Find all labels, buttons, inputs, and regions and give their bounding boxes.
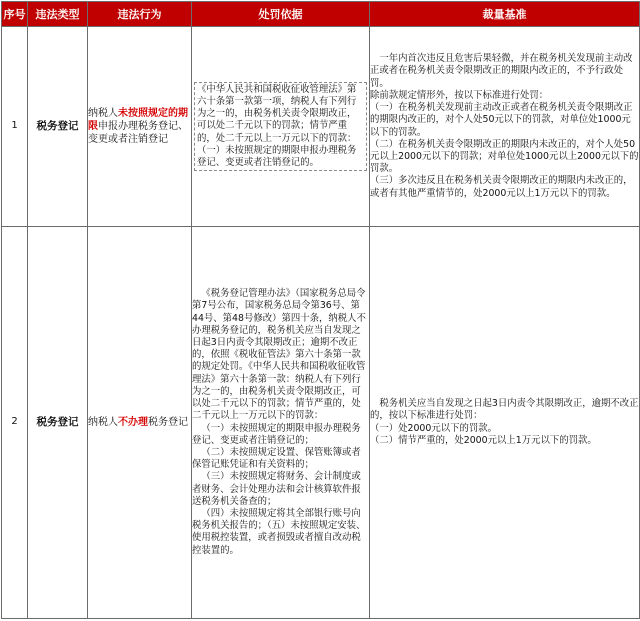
act-highlight: 未按照规定的期限 <box>88 108 188 132</box>
standard-paragraph: （二）情节严重的，处2000元以上1万元以下的罚款。 <box>370 434 597 446</box>
header-row <box>2 2 640 27</box>
row-violation-act <box>88 227 192 619</box>
standard-paragraph: 除前款规定情形外，按以下标准进行处罚： <box>370 89 549 101</box>
row-discretion-standard <box>370 227 640 619</box>
basis-paragraph: 《税务登记管理办法》（国家税务总局令第7号公布，国家税务总局令第36号、第44号、第48号修改）第四十条，纳税人不办理税务登记的，税务机关应当自发现之日起3日内责令其限期改正；逾期不改正的，依照《税收征管法》第六十条第一款的规定处罚。《中华人民共和国税收征收管理法》第六十条第一款：纳税人有下列行为之一的，由税务机关责令限期改正，可以处二千元以下的罚款；情节严重的，处二千元以上一万元以下的罚款： <box>192 288 366 422</box>
row-seq: 2 <box>2 227 28 619</box>
row-penalty-basis <box>192 227 370 619</box>
row-violation-type: 税务登记 <box>28 227 88 619</box>
row-seq: 1 <box>2 27 28 227</box>
header-penalty-basis: 处罚依据 <box>192 2 370 27</box>
row-discretion-standard <box>370 27 640 227</box>
header-discretion-standard: 裁量基准 <box>370 2 640 27</box>
table-row <box>2 27 640 227</box>
standard-paragraph: （一）在税务机关发现前主动改正或者在税务机关责令限期改正的期限内改正的，对个人处50元以下的罚款，对单位处1000元以下的罚款。 <box>370 102 633 138</box>
basis-text-box <box>194 82 367 171</box>
row-violation-act <box>88 27 192 227</box>
standard-paragraph: （一）处2000元以下的罚款。 <box>370 422 497 434</box>
table-row <box>2 227 640 619</box>
row-violation-type: 税务登记 <box>28 27 88 227</box>
header-violation-type: 违法类型 <box>28 2 88 27</box>
header-violation-act: 违法行为 <box>88 2 192 27</box>
act-suffix: 申报办理税务登记、变更或者注销登记 <box>88 121 188 145</box>
basis-text: 《中华人民共和国税收征收管理法》第六十条第一款第一项，纳税人有下列行为之一的，由税务机关责令限期改正，可以处二千元以下的罚款；情节严重的，处二千元以上一万元以下的罚款：（一）未按照规定的期限申报办理税务登记、变更或者注销登记的。 <box>197 83 357 168</box>
basis-paragraph: （一）未按照规定的期限申报办理税务登记、变更或者注销登记的； <box>192 422 361 446</box>
header-seq: 序号 <box>2 2 28 27</box>
basis-paragraph: （四）未按照规定将其全部银行账号向税务机关报告的；（五）未按照规定安装、使用税控装置，或者损毁或者擅自改动税控装置的。 <box>192 507 366 556</box>
standard-paragraph: （三）多次违反且在税务机关责令限期改正的期限内未改正的，或者有其他严重情节的，处2000元以上1万元以下的罚款。 <box>370 175 633 199</box>
standard-paragraph: （二）在税务机关责令限期改正的期限内未改正的，对个人处50元以上2000元以下的罚款；对单位处1000元以上2000元以下的罚款。 <box>370 138 639 175</box>
act-suffix: 税务登记 <box>148 417 188 428</box>
row-penalty-basis <box>192 27 370 227</box>
act-prefix: 纳税人 <box>88 417 118 428</box>
standard-paragraph: 一年内首次违反且危害后果轻微，并在税务机关发现前主动改正或者在税务机关责令限期改正的期限内改正的，不予行政处罚。 <box>370 53 633 89</box>
basis-paragraph: （三）未按照规定将财务、会计制度或者财务、会计处理办法和会计核算软件报送税务机关备查的； <box>192 471 361 507</box>
basis-paragraph: （二）未按照规定设置、保管账簿或者保管记账凭证和有关资料的； <box>192 446 361 471</box>
penalty-table <box>1 1 640 619</box>
act-highlight: 不办理 <box>118 417 148 428</box>
standard-paragraph: 税务机关应当自发现之日起3日内责令其限期改正，逾期不改正的，按以下标准进行处罚： <box>370 398 639 422</box>
act-prefix: 纳税人 <box>88 108 118 119</box>
